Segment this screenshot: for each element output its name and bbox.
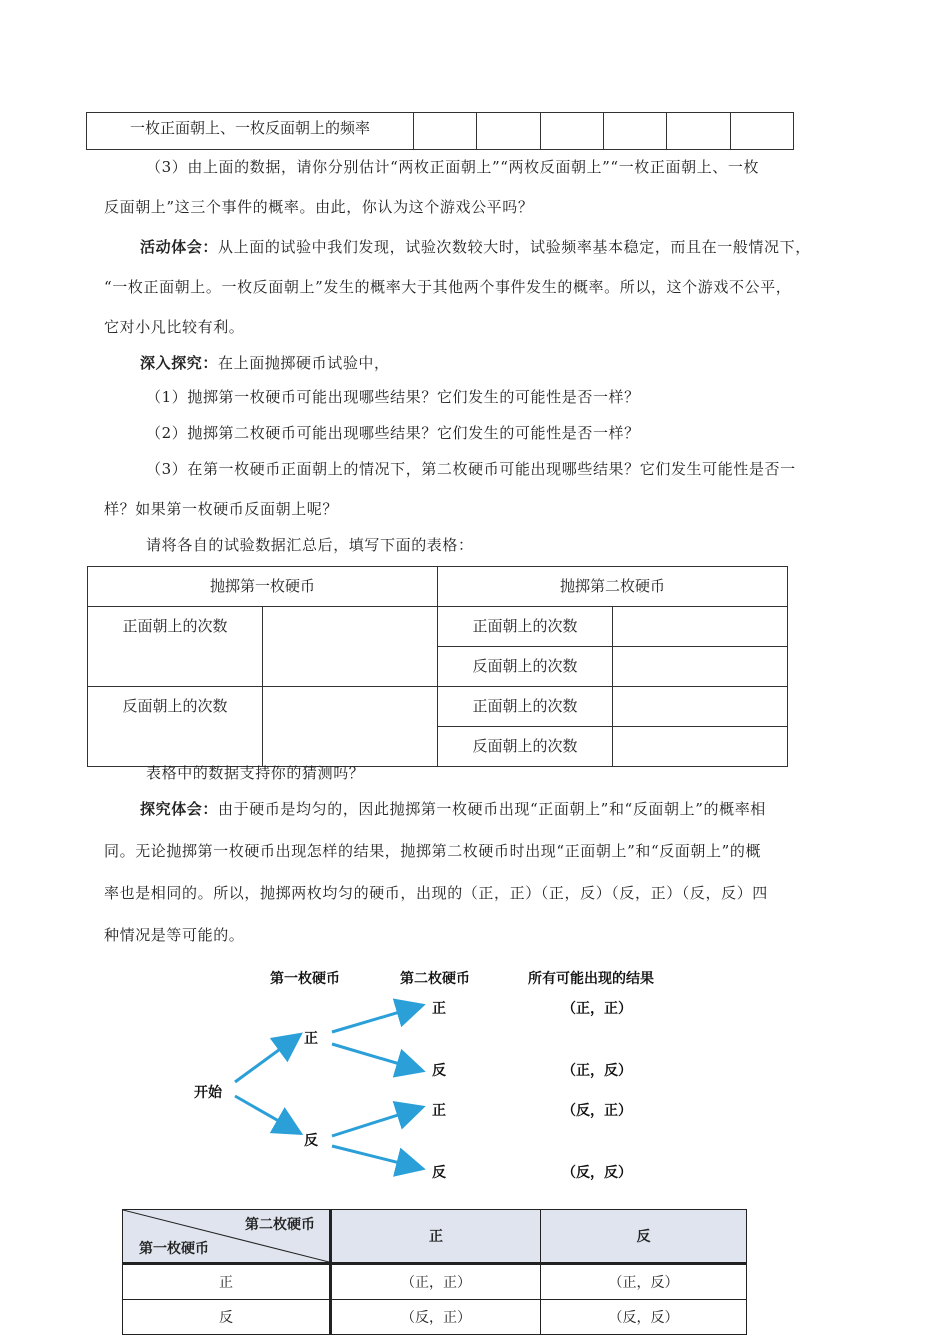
table-row (87, 113, 794, 150)
activity-text: 从上面的试验中我们发现，试验次数较大时，试验频率基本稳定，而且在一般情况下， (218, 238, 811, 256)
tree-start: 开始 (194, 1085, 222, 1101)
blank-cell (540, 113, 603, 150)
tree-head-results: 所有可能出现的结果 (528, 971, 654, 987)
explore-q3b: 样？如果第一枚硬币反面朝上呢？ (104, 500, 339, 518)
explore-q3a: （3）在第一枚硬币正面朝上的情况下，第二枚硬币可能出现哪些结果？它们发生可能性是否一 (146, 460, 796, 478)
reflect-line4: 种情况是等可能的。 (104, 926, 245, 944)
explore-q1: （1）抛掷第一枚硬币可能出现哪些结果？它们发生的可能性是否一样？ (146, 388, 640, 406)
tree-result-2: （正，反） (562, 1063, 632, 1079)
activity-line2: “一枚正面朝上。一枚反面朝上”发生的概率大于其他两个事件发生的概率。所以，这个游戏不公平， (104, 278, 792, 296)
outcome-table (122, 1209, 747, 1335)
activity-title: 活动体会： (140, 238, 219, 256)
table-row (123, 1210, 747, 1264)
activity-line3: 它对小凡比较有利。 (104, 318, 245, 336)
col-tails: 反 (541, 1210, 747, 1264)
second-heads-label: 正面朝上的次数 (438, 687, 613, 727)
arrow-tails-heads (332, 1108, 420, 1136)
table-row (88, 567, 788, 607)
explore-instruction: 请将各自的试验数据汇总后，填写下面的表格： (146, 536, 474, 554)
explore-title: 深入探究： (140, 354, 219, 372)
first-heads-label: 正面朝上的次数 (88, 607, 263, 687)
blank-cell (667, 113, 730, 150)
blank-cell (613, 727, 788, 767)
explore-heading (140, 352, 390, 373)
blank-cell (613, 687, 788, 727)
explore-q2: （2）抛掷第二枚硬币可能出现哪些结果？它们发生的可能性是否一样？ (146, 424, 640, 442)
blank-cell (613, 607, 788, 647)
support-question: 表格中的数据支持你的猜测吗？ (146, 764, 365, 782)
q3-line2: 反面朝上”这三个事件的概率。由此，你认为这个游戏公平吗？ (104, 198, 534, 216)
col-heads: 正 (331, 1210, 541, 1264)
tree-diagram (180, 960, 700, 1190)
tree-leaf-2: 反 (432, 1063, 446, 1079)
blank-cell (613, 647, 788, 687)
arrow-heads-heads (332, 1006, 420, 1032)
blank-cell (263, 687, 438, 767)
second-tails-label: 反面朝上的次数 (438, 727, 613, 767)
row-tails: 反 (123, 1300, 331, 1335)
tree-leaf-3: 正 (432, 1103, 446, 1119)
reflect-text: 由于硬币是均匀的，因此抛掷第一枚硬币出现“正面朝上”和“反面朝上”的概率相 (218, 800, 766, 818)
corner-top-label: 第二枚硬币 (245, 1217, 315, 1233)
reflect-line3: 率也是相同的。所以，抛掷两枚均匀的硬币，出现的（正，正）（正，反）（反，正）（反，反）四 (104, 884, 768, 902)
cell-hh: （正，正） (331, 1264, 541, 1300)
blank-cell (263, 607, 438, 687)
tree-head-first: 第一枚硬币 (270, 971, 340, 987)
tree-result-3: （反，正） (562, 1103, 632, 1119)
blank-cell (730, 113, 793, 150)
second-tails-label: 反面朝上的次数 (438, 647, 613, 687)
arrow-heads-tails (332, 1044, 420, 1070)
table-row (123, 1264, 747, 1300)
frequency-row-label: 一枚正面朝上、一枚反面朝上的频率 (87, 113, 414, 150)
cell-ht: （正，反） (541, 1264, 747, 1300)
corner-cell (123, 1210, 331, 1264)
frequency-table (86, 112, 794, 150)
reflect-title: 探究体会： (140, 800, 219, 818)
record-table (87, 566, 788, 767)
tree-leaf-4: 反 (432, 1165, 446, 1181)
row-heads: 正 (123, 1264, 331, 1300)
arrow-tails-tails (332, 1146, 420, 1168)
blank-cell (414, 113, 477, 150)
arrow-start-heads (235, 1036, 298, 1082)
reflect-line2: 同。无论抛掷第一枚硬币出现怎样的结果，抛掷第二枚硬币时出现“正面朝上”和“反面朝上”的概 (104, 842, 762, 860)
explore-intro: 在上面抛掷硬币试验中， (218, 354, 390, 372)
cell-tt: （反，反） (541, 1300, 747, 1335)
corner-bottom-label: 第一枚硬币 (139, 1241, 209, 1257)
q3-line1: （3）由上面的数据，请你分别估计“两枚正面朝上”“两枚反面朝上”“一枚正面朝上、一枚 (146, 158, 760, 176)
reflect-line1 (140, 798, 766, 819)
tree-head-second: 第二枚硬币 (400, 971, 470, 987)
cell-th: （反，正） (331, 1300, 541, 1335)
col-second-coin: 抛掷第二枚硬币 (438, 567, 788, 607)
tree-leaf-1: 正 (432, 1001, 446, 1017)
tree-result-1: （正，正） (562, 1001, 632, 1017)
table-row (123, 1300, 747, 1335)
table-row (88, 687, 788, 727)
first-tails-label: 反面朝上的次数 (88, 687, 263, 767)
blank-cell (477, 113, 540, 150)
second-heads-label: 正面朝上的次数 (438, 607, 613, 647)
blank-cell (603, 113, 666, 150)
tree-result-4: （反，反） (562, 1165, 632, 1181)
table-row (88, 607, 788, 647)
arrow-start-tails (235, 1096, 298, 1132)
tree-first-heads: 正 (304, 1031, 318, 1047)
activity-paragraph-line1 (140, 236, 811, 257)
col-first-coin: 抛掷第一枚硬币 (88, 567, 438, 607)
tree-first-tails: 反 (304, 1133, 318, 1149)
